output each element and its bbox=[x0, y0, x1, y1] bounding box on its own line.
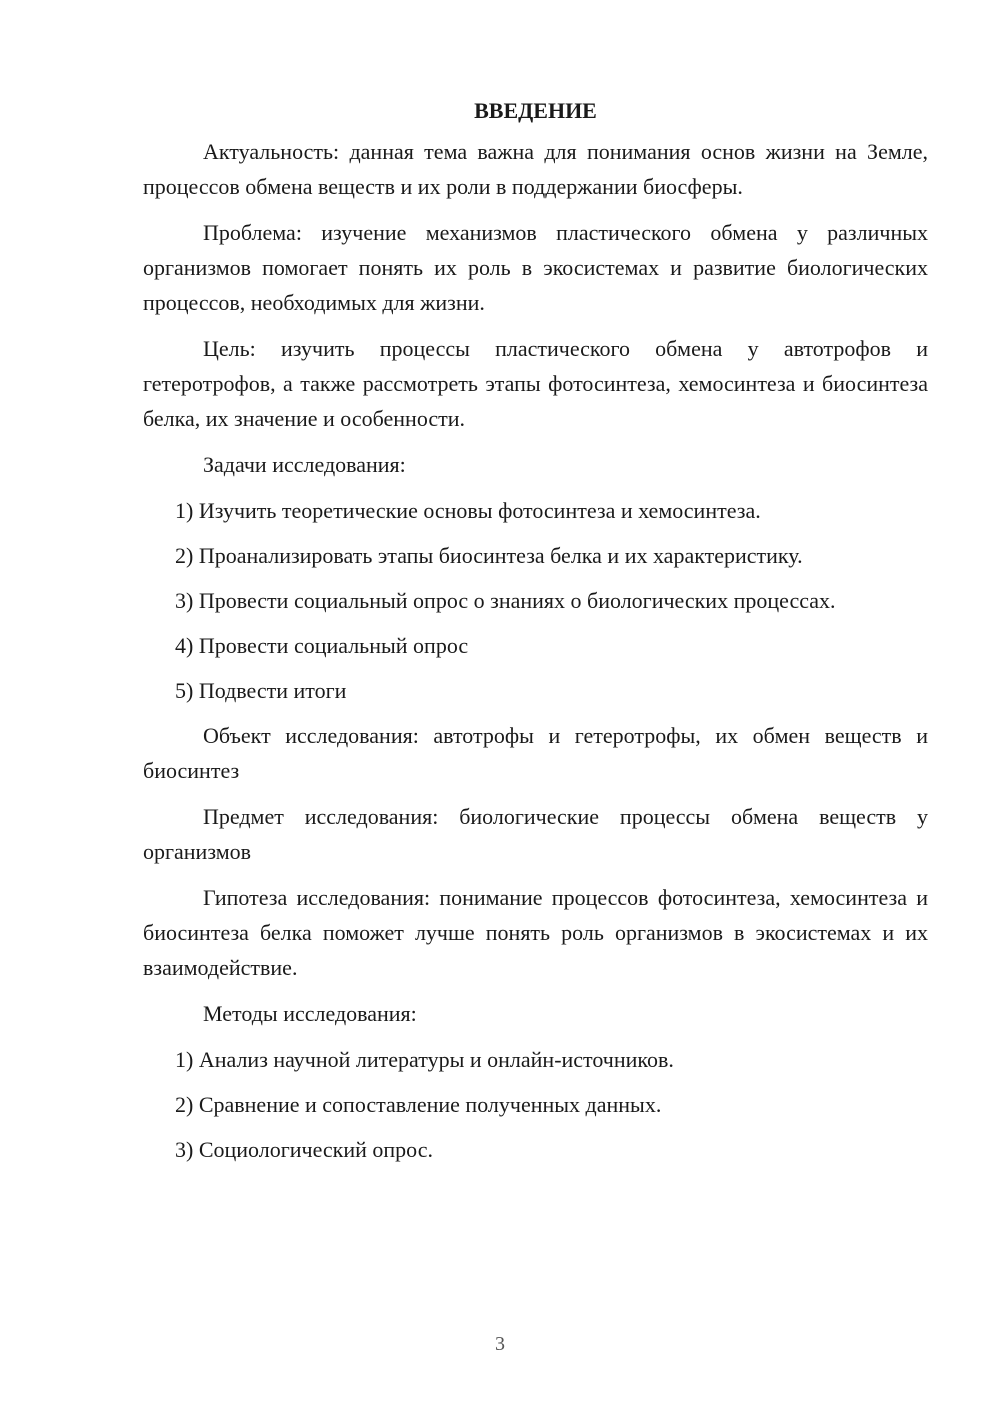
relevance-paragraph: Актуальность: данная тема важна для понимания основ жизни на Земле, процессов обмена веществ и их роли в поддержании биосферы. bbox=[143, 139, 928, 199]
task-item: 2) Проанализировать этапы биосинтеза белка и их характеристику. bbox=[175, 543, 803, 568]
tasks-list bbox=[143, 493, 928, 708]
task-item: 4) Провести социальный опрос bbox=[175, 633, 469, 658]
task-item: 1) Изучить теоретические основы фотосинтеза и хемосинтеза. bbox=[175, 498, 761, 523]
document-page bbox=[143, 94, 928, 1177]
goal-paragraph: Цель: изучить процессы пластического обмена у автотрофов и гетеротрофов, а также рассмотреть этапы фотосинтеза, хемосинтеза и биосинтеза белка, их значение и особенности. bbox=[143, 336, 928, 431]
problem-paragraph: Проблема: изучение механизмов пластического обмена у различных организмов помогает понять их роль в экосистемах и развитие биологических процессов, необходимых для жизни. bbox=[143, 220, 928, 315]
method-item: 3) Социологический опрос. bbox=[175, 1137, 433, 1162]
object-paragraph: Объект исследования: автотрофы и гетеротрофы, их обмен веществ и биосинтез bbox=[143, 723, 928, 783]
task-item: 3) Провести социальный опрос о знаниях о биологических процессах. bbox=[175, 588, 836, 613]
method-item: 1) Анализ научной литературы и онлайн-источников. bbox=[175, 1047, 674, 1072]
subject-paragraph: Предмет исследования: биологические процессы обмена веществ у организмов bbox=[143, 804, 928, 864]
methods-list bbox=[143, 1042, 928, 1167]
method-item: 2) Сравнение и сопоставление полученных данных. bbox=[175, 1092, 662, 1117]
page-number: 3 bbox=[495, 1333, 505, 1355]
hypothesis-paragraph: Гипотеза исследования: понимание процессов фотосинтеза, хемосинтеза и биосинтеза белка поможет лучше понять роль организмов в экосистемах и их взаимодействие. bbox=[143, 885, 928, 980]
document-title: ВВЕДЕНИЕ bbox=[474, 98, 597, 123]
tasks-heading: Задачи исследования: bbox=[203, 452, 406, 477]
task-item: 5) Подвести итоги bbox=[175, 678, 347, 703]
methods-heading: Методы исследования: bbox=[203, 1001, 417, 1026]
